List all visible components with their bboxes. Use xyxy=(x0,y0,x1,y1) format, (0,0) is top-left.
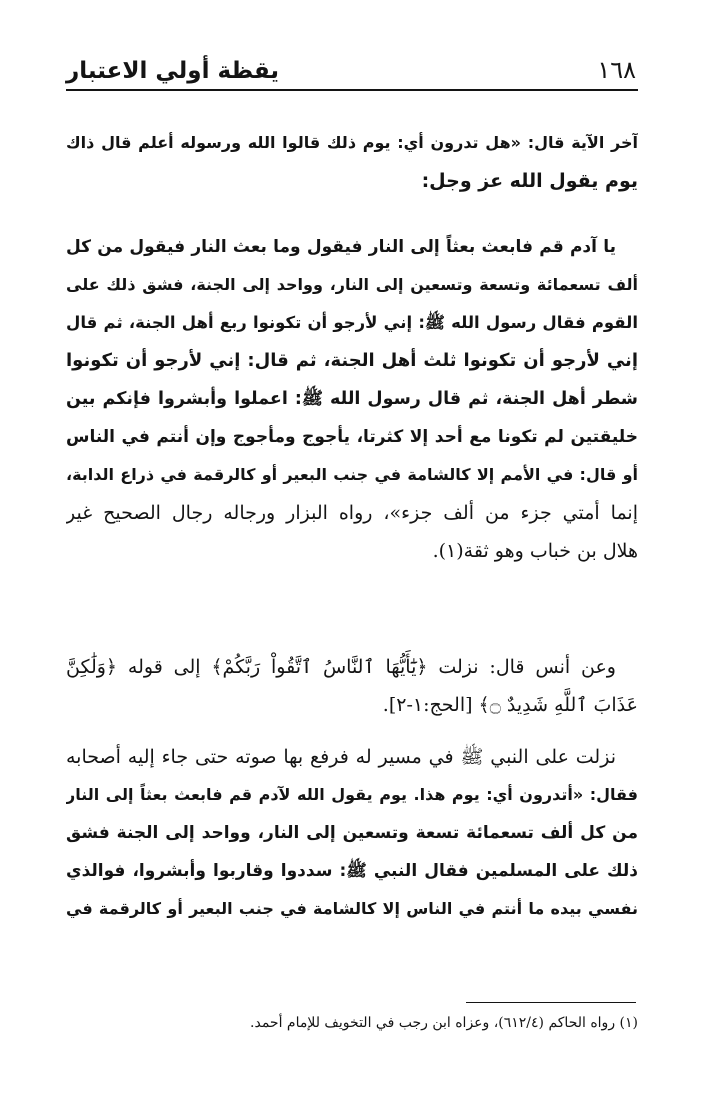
text-line: أو قال: في الأمم إلا كالشامة في جنب البعير أو كالرقمة في ذراع الدابة، xyxy=(66,465,638,484)
paragraph-revelation xyxy=(66,738,638,928)
footnote-rule xyxy=(466,1002,636,1003)
footnote: (١) رواه الحاكم (٦١٢/٤)، وعزاه ابن رجب في التخويف للإمام أحمد. xyxy=(250,1015,638,1031)
text-line: شطر أهل الجنة، ثم قال رسول الله ﷺ: اعملوا وأبشروا فإنكم بين xyxy=(66,389,638,409)
text-line: نزلت على النبي ﷺ في مسير له فرفع بها صوته حتى جاء إليه أصحابه xyxy=(66,746,616,768)
text-line: فقال: «أتدرون أي: يوم هذا. يوم يقول الله لآدم قم فابعث بعثاً إلى النار xyxy=(66,785,638,804)
text-line: ذلك على المسلمين فقال النبي ﷺ: سددوا وقاربوا وأبشروا، فوالذي xyxy=(66,861,638,881)
text-line: يا آدم قم فابعث بعثاً إلى النار فيقول وما بعث النار فيقول من كل xyxy=(66,237,616,257)
text-line: ألف تسعمائة وتسعة وتسعين إلى النار، وواحد إلى الجنة، فشق ذلك على xyxy=(66,275,638,294)
text-line: من كل ألف تسعمائة تسعة وتسعين إلى النار، وواحد إلى الجنة فشق xyxy=(66,823,638,843)
paragraph-hadith-body xyxy=(66,228,638,570)
page-number: ١٦٨ xyxy=(597,56,636,84)
text-line: هلال بن خباب وهو ثقة(١). xyxy=(432,540,638,562)
paragraph-anas-narration xyxy=(66,648,638,724)
text-line: إنما أمتي جزء من ألف جزء»، رواه البزار ورجاله رجال الصحيح غير xyxy=(66,502,638,524)
text-line: وعن أنس قال: نزلت ﴿يَٰٓأَيُّهَا ٱلنَّاسُ ٱتَّقُواْ رَبَّكُمْ﴾ إلى قوله ﴿وَلَٰكِنَّ xyxy=(66,656,616,678)
header-rule xyxy=(66,89,638,91)
running-head-title: يقظة أولي الاعتبار xyxy=(66,58,280,84)
text-line: يوم يقول الله عز وجل: xyxy=(421,170,638,192)
paragraph-hadith-intro xyxy=(66,124,638,200)
text-line: عَذَابَ ٱللَّهِ شَدِيدٌ ۝﴾ [الحج:١-٢]. xyxy=(382,694,638,716)
text-line: خليقتين لم تكونا مع أحد إلا كثرتا، يأجوج ومأجوج وإن أنتم في الناس xyxy=(66,427,638,447)
text-line: نفسي بيده ما أنتم في الناس إلا كالشامة في جنب البعير أو كالرقمة في xyxy=(66,899,638,918)
text-line: إني لأرجو أن تكونوا ثلث أهل الجنة، ثم قال: إني لأرجو أن تكونوا xyxy=(66,350,638,371)
text-line: آخر الآية قال: «هل تدرون أي: يوم ذلك قالوا الله ورسوله أعلم قال ذاك xyxy=(66,133,638,152)
text-line: القوم فقال رسول الله ﷺ: إني لأرجو أن تكونوا ربع أهل الجنة، ثم قال xyxy=(66,313,638,332)
page-header xyxy=(66,50,638,90)
